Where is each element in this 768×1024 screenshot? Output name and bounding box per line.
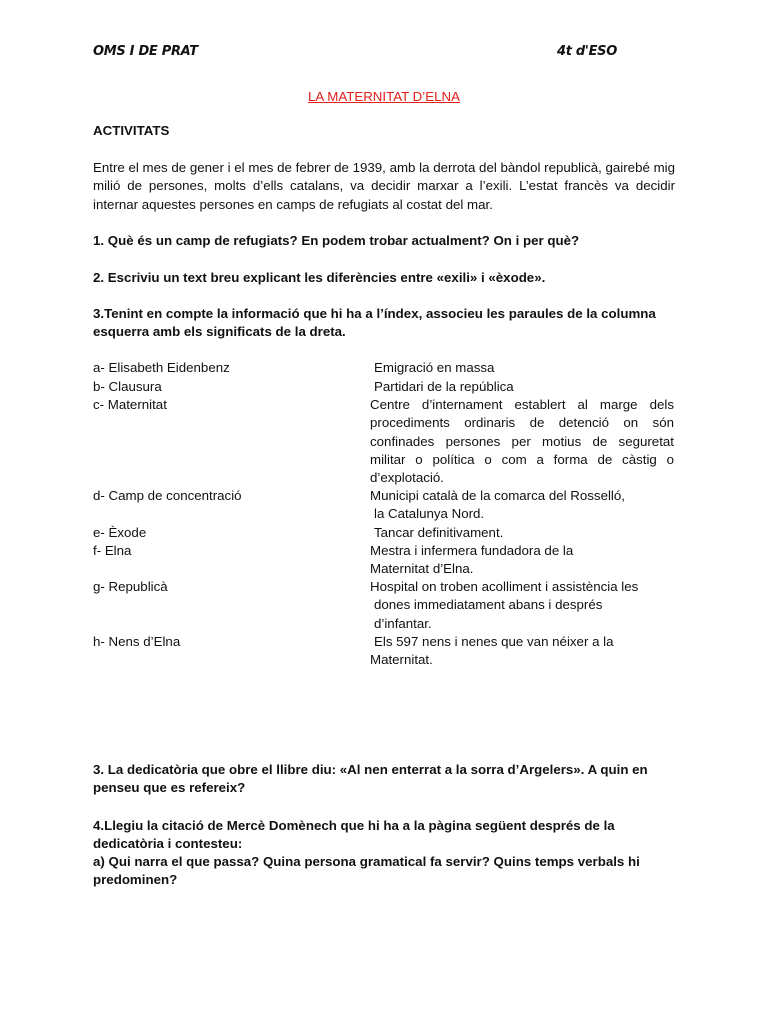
matching-term: f- Elna: [93, 543, 132, 558]
matching-term: d- Camp de concentració: [93, 488, 242, 503]
header-school-name: OMS I DE PRAT: [93, 44, 198, 59]
matching-term: c- Maternitat: [93, 397, 167, 412]
matching-definition: Els 597 nens i nenes que van néixer a la: [374, 634, 614, 649]
section-heading: ACTIVITATS: [93, 123, 170, 138]
matching-term: b- Clausura: [93, 379, 162, 394]
header-course: 4t d'ESO: [557, 44, 617, 59]
question-4a: a) Qui narra el que passa? Quina persona gramatical fa servir? Quins temps verbals hi predominen?: [93, 854, 640, 888]
matching-definition-block: [370, 487, 674, 524]
matching-term: e- Èxode: [93, 525, 147, 540]
matching-definition: Tancar definitivament.: [374, 525, 504, 540]
matching-definition-block: [370, 578, 674, 633]
matching-definition: dones immediatament abans i després d’infantar.: [374, 597, 603, 631]
matching-definition: Emigració en massa: [374, 360, 495, 375]
matching-definition: Municipi català de la comarca del Rosselló,: [370, 488, 625, 503]
question-2: 2. Escriviu un text breu explicant les diferències entre «exili» i «èxode».: [93, 270, 546, 285]
intro-paragraph: Entre el mes de gener i el mes de febrer de 1939, amb la derrota del bàndol republicà, gairebé mig milió de persones, molts d’ells catalans, va decidir marxar a l’exili. L’estat francès va decidir internar aquestes persones en camps de refugiats al costat del mar.: [93, 160, 675, 212]
matching-term: h- Nens d’Elna: [93, 634, 181, 649]
matching-definition-block: [370, 633, 674, 670]
matching-definition: Hospital on troben acolliment i assistència les: [370, 579, 639, 594]
matching-definition-block: [370, 542, 674, 579]
matching-definition: Centre d’internament establert al marge dels procediments ordinaris de detenció on són confinades persones per motius de seguretat militar o política o com a forma de càstig o d’explotació.: [370, 397, 674, 486]
question-3-matching: 3.Tenint en compte la informació que hi ha a l’índex, associeu les paraules de la columna esquerra amb els significats de la dreta.: [93, 306, 656, 340]
question-4: 4.Llegiu la citació de Mercè Domènech que hi ha a la pàgina següent després de la dedicatòria i contesteu:: [93, 818, 615, 852]
matching-definition: Mestra i infermera fundadora de la: [370, 543, 574, 558]
matching-definition: Maternitat.: [370, 652, 433, 668]
matching-definition: Maternitat d’Elna.: [370, 561, 474, 577]
matching-definition: Partidari de la república: [374, 379, 514, 394]
question-1: 1. Què és un camp de refugiats? En podem trobar actualment? On i per què?: [93, 233, 580, 248]
document-title: LA MATERNITAT D’ELNA: [308, 89, 460, 104]
matching-term: a- Elisabeth Eidenbenz: [93, 360, 230, 375]
question-3-dedication: 3. La dedicatòria que obre el llibre diu: «Al nen enterrat a la sorra d’Argelers». A quin en penseu que es refereix?: [93, 762, 648, 796]
matching-definition: la Catalunya Nord.: [374, 506, 485, 522]
matching-term: g- Republicà: [93, 579, 168, 594]
